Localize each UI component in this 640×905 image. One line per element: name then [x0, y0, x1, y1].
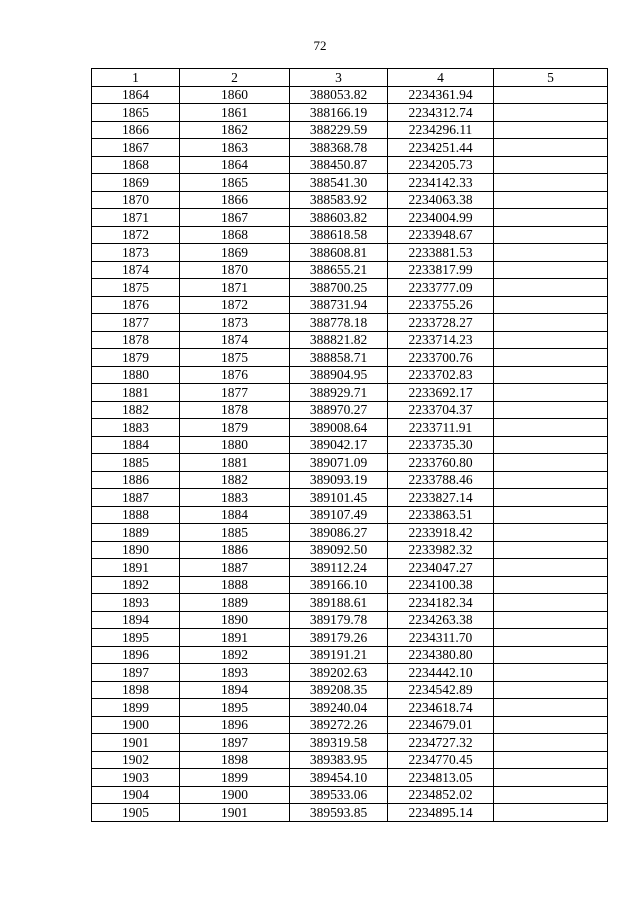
table-cell-col-4: 2233755.26 [388, 296, 494, 314]
table-row [92, 331, 608, 349]
table-row [92, 261, 608, 279]
table-cell-col-4: 2234100.38 [388, 576, 494, 594]
table-cell-col-2: 1886 [180, 541, 290, 559]
table-cell-col-3: 389093.19 [290, 471, 388, 489]
table-cell-col-5 [494, 401, 608, 419]
table-cell-col-4: 2234312.74 [388, 104, 494, 122]
table-cell-col-5 [494, 454, 608, 472]
table-cell-col-2: 1883 [180, 489, 290, 507]
table-cell-col-3: 389240.04 [290, 699, 388, 717]
table-cell-col-1: 1882 [92, 401, 180, 419]
table-row [92, 804, 608, 822]
table-cell-col-3: 388929.71 [290, 384, 388, 402]
table-cell-col-5 [494, 436, 608, 454]
table-row [92, 419, 608, 437]
table-cell-col-4: 2234361.94 [388, 86, 494, 104]
table-cell-col-5 [494, 331, 608, 349]
table-cell-col-1: 1880 [92, 366, 180, 384]
table-cell-col-3: 389101.45 [290, 489, 388, 507]
table-cell-col-4: 2233692.17 [388, 384, 494, 402]
table-cell-col-4: 2234004.99 [388, 209, 494, 227]
table-cell-col-4: 2233728.27 [388, 314, 494, 332]
table-cell-col-2: 1867 [180, 209, 290, 227]
table-cell-col-3: 388821.82 [290, 331, 388, 349]
table-cell-col-5 [494, 366, 608, 384]
table-cell-col-5 [494, 296, 608, 314]
table-cell-col-4: 2234380.80 [388, 646, 494, 664]
table-cell-col-4: 2234895.14 [388, 804, 494, 822]
table-cell-col-1: 1865 [92, 104, 180, 122]
table-cell-col-1: 1864 [92, 86, 180, 104]
table-cell-col-1: 1891 [92, 559, 180, 577]
table-cell-col-1: 1878 [92, 331, 180, 349]
table-cell-col-3: 388053.82 [290, 86, 388, 104]
table-cell-col-1: 1876 [92, 296, 180, 314]
table-cell-col-3: 389533.06 [290, 786, 388, 804]
table-cell-col-5 [494, 576, 608, 594]
table-cell-col-2: 1889 [180, 594, 290, 612]
table-cell-col-2: 1875 [180, 349, 290, 367]
table-row [92, 174, 608, 192]
table-body [92, 86, 608, 821]
table-cell-col-5 [494, 279, 608, 297]
table-cell-col-4: 2234852.02 [388, 786, 494, 804]
table-cell-col-5 [494, 541, 608, 559]
table-row [92, 244, 608, 262]
table-cell-col-2: 1891 [180, 629, 290, 647]
table-cell-col-3: 388618.58 [290, 226, 388, 244]
table-cell-col-1: 1879 [92, 349, 180, 367]
table-cell-col-5 [494, 664, 608, 682]
header-row [92, 69, 608, 87]
table-cell-col-3: 389191.21 [290, 646, 388, 664]
table-cell-col-3: 389593.85 [290, 804, 388, 822]
table-cell-col-5 [494, 506, 608, 524]
table-cell-col-4: 2234047.27 [388, 559, 494, 577]
table-row [92, 506, 608, 524]
table-row [92, 751, 608, 769]
table-cell-col-3: 388970.27 [290, 401, 388, 419]
table-row [92, 401, 608, 419]
table-cell-col-3: 389179.78 [290, 611, 388, 629]
table-cell-col-2: 1882 [180, 471, 290, 489]
table-cell-col-5 [494, 559, 608, 577]
table-cell-col-2: 1896 [180, 716, 290, 734]
table-cell-col-3: 388368.78 [290, 139, 388, 157]
table-cell-col-1: 1872 [92, 226, 180, 244]
table-cell-col-5 [494, 804, 608, 822]
table-cell-col-2: 1899 [180, 769, 290, 787]
table-cell-col-2: 1863 [180, 139, 290, 157]
table-cell-col-1: 1869 [92, 174, 180, 192]
table-cell-col-2: 1900 [180, 786, 290, 804]
table-row [92, 716, 608, 734]
table-row [92, 489, 608, 507]
table-cell-col-3: 389086.27 [290, 524, 388, 542]
table-cell-col-4: 2234813.05 [388, 769, 494, 787]
table-cell-col-5 [494, 751, 608, 769]
table-row [92, 681, 608, 699]
table-cell-col-2: 1901 [180, 804, 290, 822]
table-cell-col-3: 388731.94 [290, 296, 388, 314]
table-cell-col-5 [494, 489, 608, 507]
table-cell-col-3: 389179.26 [290, 629, 388, 647]
table-cell-col-3: 389202.63 [290, 664, 388, 682]
table-cell-col-4: 2233702.83 [388, 366, 494, 384]
table-cell-col-4: 2233735.30 [388, 436, 494, 454]
table-cell-col-1: 1886 [92, 471, 180, 489]
table-cell-col-5 [494, 646, 608, 664]
table-cell-col-3: 389008.64 [290, 419, 388, 437]
table-row [92, 436, 608, 454]
table-cell-col-5 [494, 191, 608, 209]
table-row [92, 209, 608, 227]
table-cell-col-5 [494, 86, 608, 104]
table-cell-col-2: 1878 [180, 401, 290, 419]
table-cell-col-4: 2234251.44 [388, 139, 494, 157]
table-cell-col-3: 389092.50 [290, 541, 388, 559]
table-row [92, 366, 608, 384]
table-cell-col-1: 1892 [92, 576, 180, 594]
table-row [92, 279, 608, 297]
table-cell-col-3: 388541.30 [290, 174, 388, 192]
table-cell-col-4: 2233700.76 [388, 349, 494, 367]
table-cell-col-1: 1866 [92, 121, 180, 139]
table-cell-col-1: 1873 [92, 244, 180, 262]
table-row [92, 611, 608, 629]
table-cell-col-2: 1893 [180, 664, 290, 682]
table-cell-col-1: 1894 [92, 611, 180, 629]
table-row [92, 296, 608, 314]
table-cell-col-5 [494, 419, 608, 437]
table-cell-col-2: 1868 [180, 226, 290, 244]
table-cell-col-2: 1873 [180, 314, 290, 332]
table-cell-col-2: 1887 [180, 559, 290, 577]
table-cell-col-1: 1875 [92, 279, 180, 297]
table-cell-col-4: 2233863.51 [388, 506, 494, 524]
table-cell-col-1: 1881 [92, 384, 180, 402]
table-cell-col-5 [494, 594, 608, 612]
table-cell-col-3: 389107.49 [290, 506, 388, 524]
table-cell-col-4: 2233714.23 [388, 331, 494, 349]
table-cell-col-5 [494, 384, 608, 402]
table-cell-col-4: 2234442.10 [388, 664, 494, 682]
table-cell-col-4: 2234770.45 [388, 751, 494, 769]
table-cell-col-2: 1884 [180, 506, 290, 524]
table-cell-col-2: 1860 [180, 86, 290, 104]
table-cell-col-2: 1865 [180, 174, 290, 192]
table-cell-col-1: 1898 [92, 681, 180, 699]
table-cell-col-5 [494, 611, 608, 629]
table-cell-col-1: 1899 [92, 699, 180, 717]
table-row [92, 139, 608, 157]
table-cell-col-4: 2234727.32 [388, 734, 494, 752]
table-cell-col-5 [494, 699, 608, 717]
table-row [92, 349, 608, 367]
table-cell-col-4: 2234296.11 [388, 121, 494, 139]
table-cell-col-1: 1887 [92, 489, 180, 507]
table-cell-col-4: 2234263.38 [388, 611, 494, 629]
table-cell-col-5 [494, 734, 608, 752]
column-header-2: 2 [180, 69, 290, 87]
column-header-4: 4 [388, 69, 494, 87]
table-cell-col-5 [494, 769, 608, 787]
table-cell-col-2: 1894 [180, 681, 290, 699]
table-cell-col-3: 389071.09 [290, 454, 388, 472]
table-cell-col-1: 1877 [92, 314, 180, 332]
table-row [92, 454, 608, 472]
table-cell-col-5 [494, 314, 608, 332]
table-cell-col-1: 1889 [92, 524, 180, 542]
table-cell-col-2: 1879 [180, 419, 290, 437]
table-cell-col-3: 388778.18 [290, 314, 388, 332]
table-row [92, 594, 608, 612]
table-cell-col-5 [494, 121, 608, 139]
table-cell-col-3: 389383.95 [290, 751, 388, 769]
table-cell-col-2: 1874 [180, 331, 290, 349]
table-cell-col-2: 1880 [180, 436, 290, 454]
table-cell-col-1: 1871 [92, 209, 180, 227]
table-cell-col-5 [494, 226, 608, 244]
table-cell-col-4: 2234311.70 [388, 629, 494, 647]
table-cell-col-3: 388229.59 [290, 121, 388, 139]
table-cell-col-3: 389188.61 [290, 594, 388, 612]
table-cell-col-5 [494, 471, 608, 489]
table-cell-col-1: 1883 [92, 419, 180, 437]
table-cell-col-1: 1884 [92, 436, 180, 454]
table-cell-col-2: 1869 [180, 244, 290, 262]
table-cell-col-1: 1904 [92, 786, 180, 804]
table-cell-col-4: 2234542.89 [388, 681, 494, 699]
table-cell-col-5 [494, 209, 608, 227]
table-row [92, 384, 608, 402]
table-row [92, 524, 608, 542]
column-header-5: 5 [494, 69, 608, 87]
table-cell-col-1: 1874 [92, 261, 180, 279]
table-cell-col-4: 2234142.33 [388, 174, 494, 192]
table-cell-col-2: 1870 [180, 261, 290, 279]
table-cell-col-4: 2234063.38 [388, 191, 494, 209]
table-cell-col-3: 389112.24 [290, 559, 388, 577]
table-header [92, 69, 608, 87]
table-cell-col-2: 1876 [180, 366, 290, 384]
table-cell-col-2: 1895 [180, 699, 290, 717]
table-cell-col-4: 2233817.99 [388, 261, 494, 279]
table-cell-col-5 [494, 104, 608, 122]
table-cell-col-2: 1871 [180, 279, 290, 297]
table-cell-col-1: 1893 [92, 594, 180, 612]
table-cell-col-1: 1900 [92, 716, 180, 734]
table-row [92, 471, 608, 489]
table-cell-col-2: 1881 [180, 454, 290, 472]
table-cell-col-2: 1862 [180, 121, 290, 139]
table-cell-col-2: 1890 [180, 611, 290, 629]
table-row [92, 786, 608, 804]
table-cell-col-1: 1902 [92, 751, 180, 769]
table-cell-col-3: 389166.10 [290, 576, 388, 594]
table-row [92, 629, 608, 647]
table-cell-col-4: 2234618.74 [388, 699, 494, 717]
table-row [92, 541, 608, 559]
table-row [92, 646, 608, 664]
table-cell-col-3: 388583.92 [290, 191, 388, 209]
table-cell-col-4: 2233788.46 [388, 471, 494, 489]
table-cell-col-5 [494, 174, 608, 192]
table-row [92, 576, 608, 594]
table-cell-col-3: 388700.25 [290, 279, 388, 297]
table-cell-col-2: 1897 [180, 734, 290, 752]
table-cell-col-5 [494, 156, 608, 174]
table-cell-col-1: 1896 [92, 646, 180, 664]
table-cell-col-2: 1892 [180, 646, 290, 664]
table-row [92, 86, 608, 104]
table-row [92, 156, 608, 174]
table-cell-col-3: 388904.95 [290, 366, 388, 384]
page-number: 72 [313, 38, 327, 53]
table-cell-col-2: 1861 [180, 104, 290, 122]
table-cell-col-1: 1868 [92, 156, 180, 174]
table-cell-col-5 [494, 244, 608, 262]
table-cell-col-5 [494, 629, 608, 647]
table-cell-col-2: 1872 [180, 296, 290, 314]
table-cell-col-3: 388608.81 [290, 244, 388, 262]
table-cell-col-5 [494, 139, 608, 157]
table-cell-col-4: 2233777.09 [388, 279, 494, 297]
table-cell-col-5 [494, 786, 608, 804]
table-cell-col-1: 1895 [92, 629, 180, 647]
table-cell-col-4: 2233827.14 [388, 489, 494, 507]
table-cell-col-1: 1903 [92, 769, 180, 787]
table-cell-col-2: 1864 [180, 156, 290, 174]
table-cell-col-4: 2234182.34 [388, 594, 494, 612]
table-cell-col-3: 389042.17 [290, 436, 388, 454]
table-row [92, 699, 608, 717]
table-cell-col-4: 2234679.01 [388, 716, 494, 734]
table-cell-col-2: 1866 [180, 191, 290, 209]
table-cell-col-5 [494, 349, 608, 367]
table-cell-col-2: 1877 [180, 384, 290, 402]
table-cell-col-3: 389208.35 [290, 681, 388, 699]
table-cell-col-2: 1898 [180, 751, 290, 769]
coordinates-table [91, 68, 608, 822]
table-cell-col-2: 1885 [180, 524, 290, 542]
table-cell-col-4: 2233948.67 [388, 226, 494, 244]
table-row [92, 314, 608, 332]
table-cell-col-1: 1885 [92, 454, 180, 472]
table-row [92, 664, 608, 682]
table-cell-col-5 [494, 716, 608, 734]
table-cell-col-4: 2234205.73 [388, 156, 494, 174]
table-cell-col-1: 1867 [92, 139, 180, 157]
table-cell-col-3: 388655.21 [290, 261, 388, 279]
table-cell-col-4: 2233760.80 [388, 454, 494, 472]
table-cell-col-3: 388858.71 [290, 349, 388, 367]
table-cell-col-2: 1888 [180, 576, 290, 594]
table-row [92, 769, 608, 787]
table-row [92, 191, 608, 209]
table-cell-col-1: 1870 [92, 191, 180, 209]
table-cell-col-4: 2233704.37 [388, 401, 494, 419]
table-row [92, 734, 608, 752]
column-header-1: 1 [92, 69, 180, 87]
column-header-3: 3 [290, 69, 388, 87]
table-row [92, 104, 608, 122]
table-cell-col-4: 2233881.53 [388, 244, 494, 262]
table-cell-col-1: 1890 [92, 541, 180, 559]
table-cell-col-3: 389319.58 [290, 734, 388, 752]
table-row [92, 559, 608, 577]
table-cell-col-3: 389272.26 [290, 716, 388, 734]
table-cell-col-4: 2233711.91 [388, 419, 494, 437]
table-cell-col-5 [494, 524, 608, 542]
table-cell-col-5 [494, 261, 608, 279]
table-cell-col-1: 1897 [92, 664, 180, 682]
table-row [92, 121, 608, 139]
table-cell-col-3: 388603.82 [290, 209, 388, 227]
table-row [92, 226, 608, 244]
table-cell-col-4: 2233918.42 [388, 524, 494, 542]
table-cell-col-5 [494, 681, 608, 699]
table-cell-col-4: 2233982.32 [388, 541, 494, 559]
table-cell-col-3: 389454.10 [290, 769, 388, 787]
table-cell-col-1: 1905 [92, 804, 180, 822]
table-cell-col-1: 1901 [92, 734, 180, 752]
table-cell-col-1: 1888 [92, 506, 180, 524]
table-cell-col-3: 388166.19 [290, 104, 388, 122]
table-cell-col-3: 388450.87 [290, 156, 388, 174]
